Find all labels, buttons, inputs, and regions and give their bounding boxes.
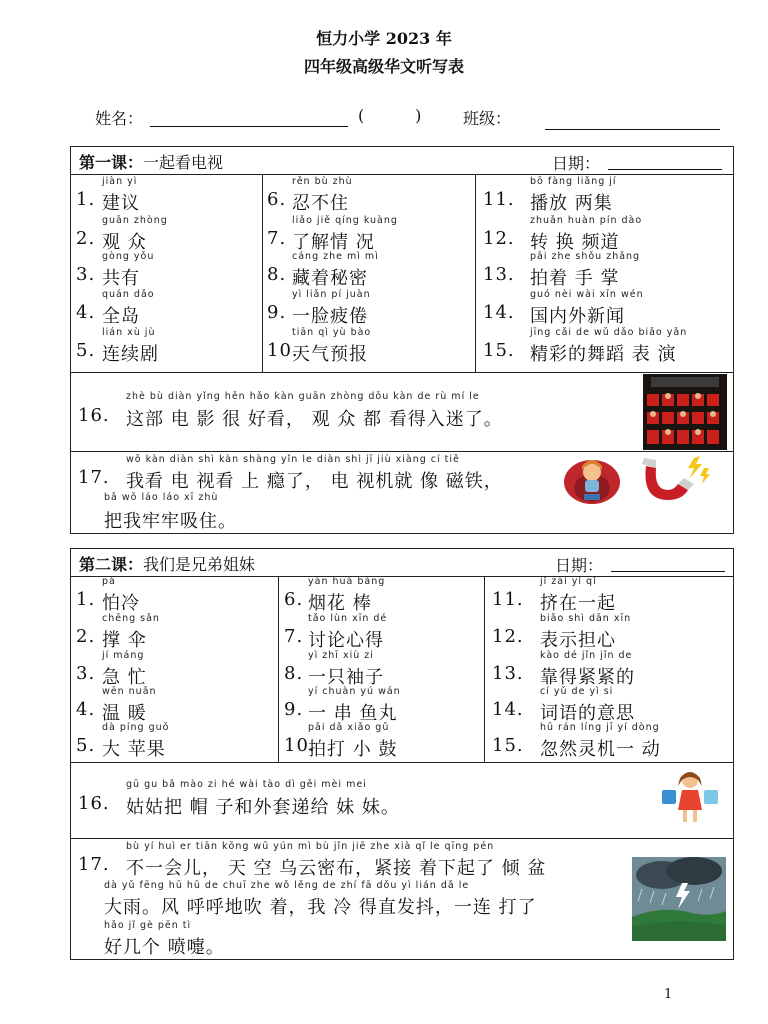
item-number: 9. xyxy=(284,699,304,720)
vocab-word: 了解情 况 xyxy=(292,232,375,253)
vocab-word: 烟花 棒 xyxy=(308,593,372,614)
sentence-17-line2: 大雨。风 呼呼地吹 着，我 冷 得直发抖，一连 打了 xyxy=(104,897,537,918)
vocab-word: 靠得紧紧的 xyxy=(540,667,635,688)
pinyin: yì zhī xiù zi xyxy=(308,650,374,661)
item-number: 10. xyxy=(267,340,299,361)
pinyin: guó nèi wài xīn wén xyxy=(530,289,644,300)
item-number: 14. xyxy=(492,699,524,720)
vocab-word: 急 忙 xyxy=(102,667,147,688)
item-number: 4. xyxy=(76,699,96,720)
vocab-word: 表示担心 xyxy=(540,630,616,651)
vocab-word: 挤在一起 xyxy=(540,593,616,614)
vocab-word: 撑 伞 xyxy=(102,630,147,651)
item-number: 5. xyxy=(76,340,96,361)
pinyin: pāi zhe shǒu zhǎng xyxy=(530,251,641,262)
lesson1-date-label: 日期： xyxy=(552,154,601,173)
vocab-word: 忍不住 xyxy=(292,193,349,214)
item-number: 4. xyxy=(76,302,96,323)
vocab-word: 天气预报 xyxy=(292,344,368,365)
vocab-word: 忽然灵机一 动 xyxy=(540,739,661,760)
worksheet-title: 四年级高级华文听写表 xyxy=(303,57,464,76)
pinyin: gòng yǒu xyxy=(102,251,155,262)
vocab-word: 国内外新闻 xyxy=(530,306,625,327)
divider xyxy=(70,762,734,763)
item-number: 6. xyxy=(267,189,287,210)
lesson2-date-field[interactable] xyxy=(611,571,725,572)
sentence-16: 姑姑把 帽 子和外套递给 妹 妹。 xyxy=(126,797,400,818)
pinyin: jīng cǎi de wǔ dǎo biǎo yǎn xyxy=(530,327,688,338)
divider xyxy=(278,576,279,762)
name-label: 姓名： xyxy=(95,109,144,128)
item-number: 3. xyxy=(76,264,96,285)
vocab-word: 讨论心得 xyxy=(308,630,384,651)
vocab-word: 怕冷 xyxy=(102,593,140,614)
item-number: 17. xyxy=(78,467,110,488)
vocab-word: 拍着 手 掌 xyxy=(530,268,620,289)
item-number: 5. xyxy=(76,735,96,756)
vocab-word: 一脸疲倦 xyxy=(292,306,368,327)
class-field[interactable] xyxy=(545,129,720,130)
vocab-word: 全岛 xyxy=(102,306,140,327)
pinyin: bǎ wǒ láo láo xī zhù xyxy=(104,492,219,503)
divider xyxy=(70,576,734,577)
pinyin: cí yǔ de yì si xyxy=(540,686,614,697)
item-number: 13. xyxy=(483,264,515,285)
vocab-word: 连续剧 xyxy=(102,344,159,365)
pinyin: kào dé jǐn jǐn de xyxy=(540,650,633,661)
pinyin: chēng sǎn xyxy=(102,613,160,624)
vocab-word: 建议 xyxy=(102,193,140,214)
pinyin: liǎo jiě qíng kuàng xyxy=(292,215,398,226)
item-number: 2. xyxy=(76,626,96,647)
pinyin: yì liǎn pí juàn xyxy=(292,289,371,300)
sentence-17-line1: 不一会儿， 天 空 乌云密布，紧接 着下起了 倾 盆 xyxy=(126,858,547,879)
pinyin: gū gu bǎ mào zi hé wài tào dì gěi mèi mei xyxy=(126,779,367,790)
pinyin: dà píng guǒ xyxy=(102,722,170,733)
divider xyxy=(475,174,476,372)
pinyin: pāi dǎ xiǎo gǔ xyxy=(308,722,390,733)
item-number: 9. xyxy=(267,302,287,323)
item-number: 17. xyxy=(78,854,110,875)
vocab-word: 一只袖子 xyxy=(308,667,384,688)
item-number: 8. xyxy=(267,264,287,285)
pinyin: jí máng xyxy=(102,650,145,661)
pinyin: guān zhòng xyxy=(102,215,168,226)
vocab-word: 温 暖 xyxy=(102,703,147,724)
vocab-word: 播放 两集 xyxy=(530,193,613,214)
pinyin: cáng zhe mì mì xyxy=(292,251,379,262)
vocab-word: 大 苹果 xyxy=(102,739,166,760)
girl-watching-tv-icon xyxy=(562,452,622,508)
vocab-word: 共有 xyxy=(102,268,140,289)
item-number: 7. xyxy=(284,626,304,647)
pinyin: hū rán líng jī yí dòng xyxy=(540,722,660,733)
vocab-word: 观 众 xyxy=(102,232,147,253)
lesson2-date-label: 日期： xyxy=(555,556,604,575)
school-title: 恒力小学 2023 年 xyxy=(316,29,452,48)
divider xyxy=(70,174,734,175)
vocab-word: 转 换 频道 xyxy=(530,232,620,253)
item-number: 11. xyxy=(492,589,524,610)
page-number: 1 xyxy=(664,987,673,1002)
item-number: 15. xyxy=(492,735,524,756)
lesson1-heading: 第一课：一起看电视 xyxy=(79,153,224,172)
sentence-17-line2: 把我牢牢吸住。 xyxy=(104,511,237,532)
pinyin: yí chuàn yú wán xyxy=(308,686,401,697)
vocab-word: 一 串 鱼丸 xyxy=(308,703,398,724)
lesson2-heading: 第二课：我们是兄弟姐妹 xyxy=(79,555,256,574)
vocab-word: 词语的意思 xyxy=(540,703,635,724)
rainstorm-icon xyxy=(632,857,726,941)
lesson1-date-field[interactable] xyxy=(608,169,722,170)
pinyin: dà yǔ fēng hū hū de chuī zhe wǒ lěng de zhí fā dǒu yì lián dǎ le xyxy=(104,880,470,891)
item-number: 1. xyxy=(76,589,96,610)
index-paren: ( ) xyxy=(358,106,422,125)
divider xyxy=(262,174,263,372)
girl-with-clothes-icon xyxy=(656,766,724,826)
pinyin: wǒ kàn diàn shì kàn shàng yǐn le diàn shì jī jiù xiàng cí tiě xyxy=(126,454,460,465)
item-number: 11. xyxy=(483,189,515,210)
item-number: 12. xyxy=(492,626,524,647)
vocab-word: 精彩的舞蹈 表 演 xyxy=(530,344,677,365)
pinyin: bō fàng liǎng jí xyxy=(530,176,617,187)
item-number: 10. xyxy=(284,735,316,756)
pinyin: pà xyxy=(102,576,116,587)
pinyin: rěn bù zhù xyxy=(292,176,353,187)
vocab-word: 藏着秘密 xyxy=(292,268,368,289)
item-number: 16. xyxy=(78,405,110,426)
item-number: 2. xyxy=(76,228,96,249)
pinyin: yān huā bàng xyxy=(308,576,386,587)
item-number: 7. xyxy=(267,228,287,249)
item-number: 15. xyxy=(483,340,515,361)
divider xyxy=(70,838,734,839)
item-number: 16. xyxy=(78,793,110,814)
pinyin: lián xù jù xyxy=(102,327,156,338)
class-label: 班级： xyxy=(463,109,512,128)
item-number: 1. xyxy=(76,189,96,210)
magnet-icon xyxy=(638,452,712,508)
pinyin: jiàn yì xyxy=(102,176,138,187)
pinyin: biǎo shì dān xīn xyxy=(540,613,632,624)
sentence-17-line1: 我看 电 视看 上 瘾了， 电 视机就 像 磁铁， xyxy=(126,471,503,492)
cinema-audience-icon xyxy=(643,374,727,450)
item-number: 8. xyxy=(284,663,304,684)
pinyin: tiān qì yù bào xyxy=(292,327,372,338)
pinyin: quán dǎo xyxy=(102,289,155,300)
pinyin: tǎo lùn xīn dé xyxy=(308,613,388,624)
item-number: 3. xyxy=(76,663,96,684)
item-number: 14. xyxy=(483,302,515,323)
pinyin: wēn nuǎn xyxy=(102,686,157,697)
item-number: 13. xyxy=(492,663,524,684)
item-number: 6. xyxy=(284,589,304,610)
pinyin: zhè bù diàn yǐng hěn hǎo kàn guān zhòng dōu kàn de rù mí le xyxy=(126,391,480,402)
pinyin: bù yí huì er tiān kōng wū yún mì bù jǐn jiē zhe xià qǐ le qīng pén xyxy=(126,841,495,852)
divider xyxy=(70,451,734,452)
divider xyxy=(484,576,485,762)
name-field[interactable] xyxy=(150,126,348,127)
pinyin: hǎo jǐ gè pēn tì xyxy=(104,920,192,931)
vocab-word: 拍打 小 鼓 xyxy=(308,739,398,760)
pinyin: jǐ zài yì qǐ xyxy=(540,576,597,587)
item-number: 12. xyxy=(483,228,515,249)
sentence-17-line3: 好几个 喷嚏。 xyxy=(104,937,225,958)
divider xyxy=(70,372,734,373)
sentence-16: 这部 电 影 很 好看， 观 众 都 看得入迷了。 xyxy=(126,409,503,430)
pinyin: zhuǎn huàn pín dào xyxy=(530,215,643,226)
